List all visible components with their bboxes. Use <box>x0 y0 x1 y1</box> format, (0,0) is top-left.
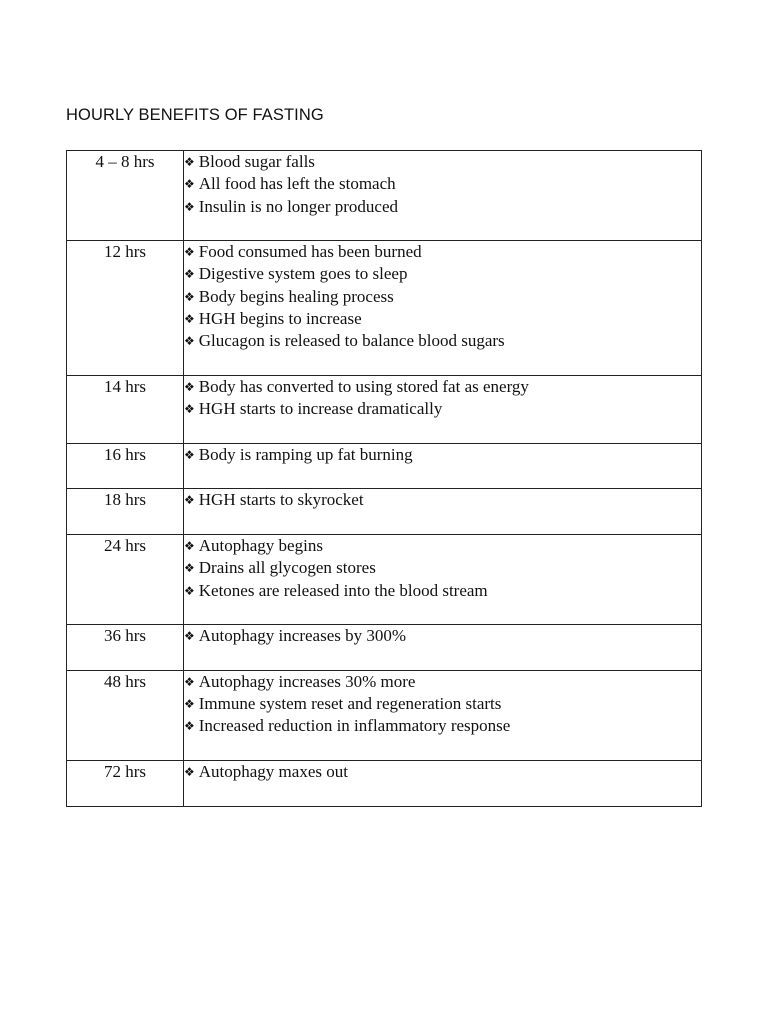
four-diamond-bullet-icon: ❖ <box>184 267 195 282</box>
benefit-list <box>184 625 701 647</box>
four-diamond-bullet-icon: ❖ <box>184 289 195 304</box>
four-diamond-bullet-icon: ❖ <box>184 539 195 554</box>
four-diamond-bullet-icon: ❖ <box>184 155 195 169</box>
list-item <box>184 761 701 783</box>
benefits-cell <box>184 443 702 489</box>
four-diamond-bullet-icon: ❖ <box>184 177 195 192</box>
table-row <box>67 241 702 376</box>
benefits-cell <box>184 535 702 625</box>
benefit-text: Insulin is no longer produced <box>198 196 399 216</box>
hours-cell: 18 hrs <box>67 489 184 535</box>
four-diamond-bullet-icon: ❖ <box>184 493 195 508</box>
benefit-text: Immune system reset and regeneration starts <box>198 694 502 714</box>
list-item <box>184 263 701 285</box>
table-row <box>67 761 702 807</box>
list-item <box>184 444 701 466</box>
benefit-list <box>184 151 701 218</box>
four-diamond-bullet-icon: ❖ <box>184 334 195 349</box>
table-row <box>67 375 702 443</box>
list-item <box>184 398 701 420</box>
four-diamond-bullet-icon: ❖ <box>184 447 195 462</box>
benefit-text: HGH starts to increase dramatically <box>198 399 443 419</box>
benefit-text: Digestive system goes to sleep <box>198 264 408 284</box>
list-item <box>184 173 701 195</box>
four-diamond-bullet-icon: ❖ <box>184 199 195 214</box>
list-item <box>184 671 701 693</box>
list-item <box>184 715 701 737</box>
benefit-text: Blood sugar falls <box>198 152 315 171</box>
list-item <box>184 693 701 715</box>
list-item <box>184 196 701 218</box>
table-row <box>67 625 702 671</box>
table-row <box>67 535 702 625</box>
benefit-list <box>184 376 701 421</box>
benefit-list <box>184 671 701 738</box>
four-diamond-bullet-icon: ❖ <box>184 312 195 327</box>
hours-cell: 36 hrs <box>67 625 184 671</box>
list-item <box>184 489 701 511</box>
four-diamond-bullet-icon: ❖ <box>184 719 195 734</box>
four-diamond-bullet-icon: ❖ <box>184 674 195 689</box>
hours-cell: 72 hrs <box>67 761 184 807</box>
four-diamond-bullet-icon: ❖ <box>184 379 195 394</box>
page-title: HOURLY BENEFITS OF FASTING <box>66 106 324 124</box>
hours-cell: 14 hrs <box>67 375 184 443</box>
benefit-text: Body has converted to using stored fat as energy <box>198 376 529 396</box>
benefit-text: Autophagy increases by 300% <box>198 626 407 646</box>
benefit-list <box>184 241 701 352</box>
benefits-cell <box>184 670 702 760</box>
fasting-benefits-table <box>66 150 702 807</box>
list-item <box>184 241 701 263</box>
benefit-text: Body begins healing process <box>198 286 394 306</box>
list-item <box>184 330 701 352</box>
hours-cell: 48 hrs <box>67 670 184 760</box>
table-row <box>67 670 702 760</box>
hours-cell: 12 hrs <box>67 241 184 376</box>
four-diamond-bullet-icon: ❖ <box>184 629 195 644</box>
benefit-text: Ketones are released into the blood stream <box>198 580 488 600</box>
benefit-text: Autophagy increases 30% more <box>198 671 416 691</box>
benefit-text: Autophagy begins <box>198 536 323 556</box>
benefit-text: Autophagy maxes out <box>198 762 348 782</box>
benefits-cell <box>184 761 702 807</box>
benefit-text: HGH begins to increase <box>198 309 362 329</box>
table-row <box>67 443 702 489</box>
benefit-text: HGH starts to skyrocket <box>198 490 364 510</box>
list-item <box>184 376 701 398</box>
benefits-cell <box>184 375 702 443</box>
four-diamond-bullet-icon: ❖ <box>184 697 195 712</box>
benefit-text: Increased reduction in inflammatory response <box>198 716 511 736</box>
four-diamond-bullet-icon: ❖ <box>184 245 195 260</box>
four-diamond-bullet-icon: ❖ <box>184 765 195 780</box>
benefit-text: Body is ramping up fat burning <box>198 444 413 464</box>
benefit-list <box>184 535 701 602</box>
list-item <box>184 557 701 579</box>
list-item <box>184 151 701 173</box>
benefit-text: Food consumed has been burned <box>198 242 422 262</box>
four-diamond-bullet-icon: ❖ <box>184 583 195 598</box>
list-item <box>184 308 701 330</box>
benefits-cell <box>184 151 702 241</box>
list-item <box>184 580 701 602</box>
hours-cell: 16 hrs <box>67 443 184 489</box>
list-item <box>184 286 701 308</box>
list-item <box>184 535 701 557</box>
benefit-text: Drains all glycogen stores <box>198 558 376 578</box>
hours-cell: 24 hrs <box>67 535 184 625</box>
four-diamond-bullet-icon: ❖ <box>184 402 195 417</box>
table-row <box>67 151 702 241</box>
list-item <box>184 625 701 647</box>
table-row <box>67 489 702 535</box>
benefit-list <box>184 489 701 511</box>
hours-cell: 4 – 8 hrs <box>67 151 184 241</box>
benefits-cell <box>184 241 702 376</box>
four-diamond-bullet-icon: ❖ <box>184 561 195 576</box>
benefit-text: Glucagon is released to balance blood sugars <box>198 331 505 351</box>
benefits-cell <box>184 489 702 535</box>
benefit-list <box>184 444 701 466</box>
benefits-cell <box>184 625 702 671</box>
benefit-text: All food has left the stomach <box>198 174 396 194</box>
benefit-list <box>184 761 701 783</box>
table-body <box>67 151 702 807</box>
